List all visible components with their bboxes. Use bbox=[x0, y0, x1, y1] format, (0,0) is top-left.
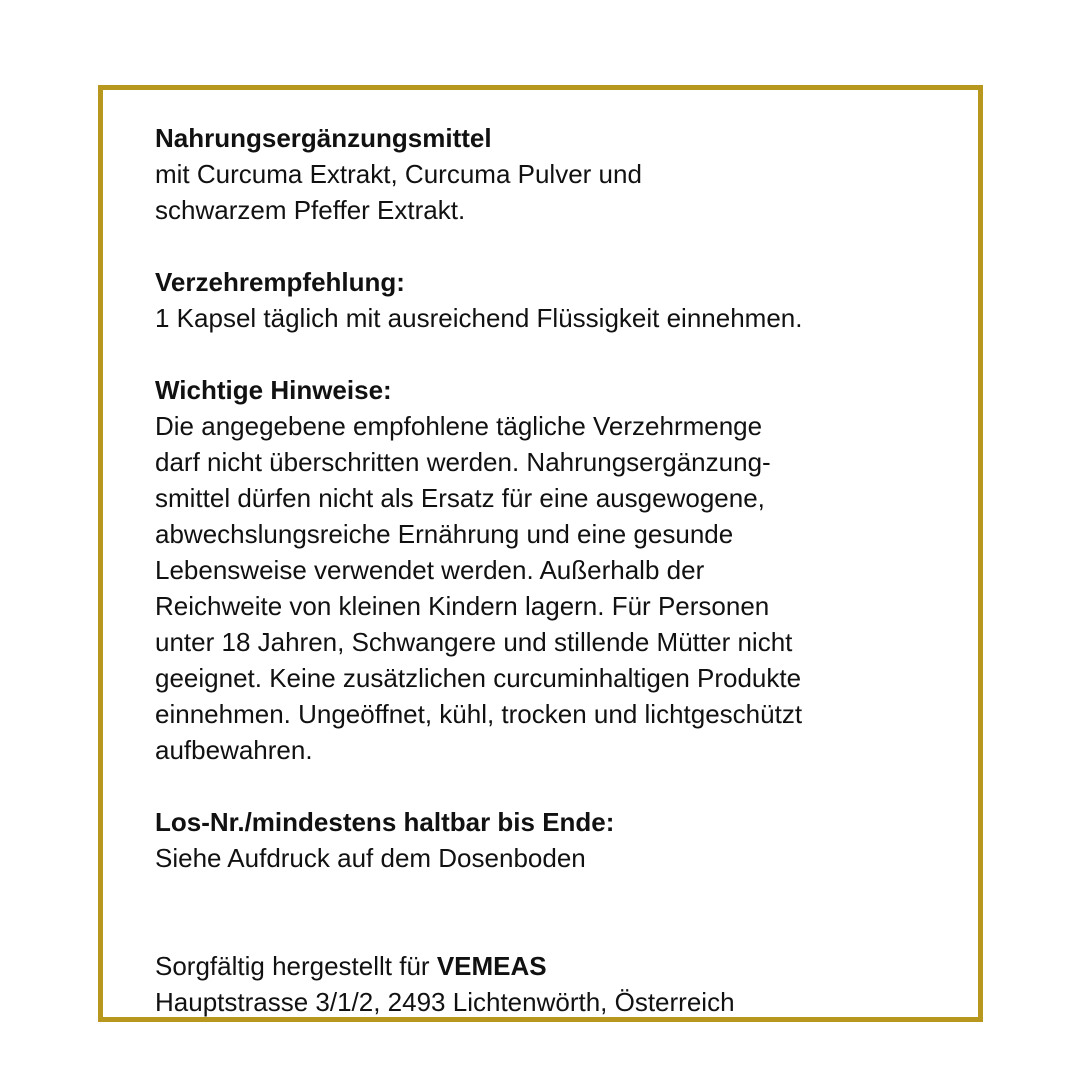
warnings-line: darf nicht überschritten werden. Nahrungsergänzung- bbox=[155, 447, 771, 477]
manufacturer-section bbox=[155, 948, 935, 1020]
manufacturer-address: Hauptstrasse 3/1/2, 2493 Lichtenwörth, Österreich bbox=[155, 987, 735, 1017]
warnings-section bbox=[155, 372, 935, 768]
warnings-line: aufbewahren. bbox=[155, 735, 313, 765]
warnings-line: Reichweite von kleinen Kindern lagern. Für Personen bbox=[155, 591, 770, 621]
spacer bbox=[155, 876, 935, 948]
spacer bbox=[155, 336, 935, 372]
lot-heading: Los-Nr./mindestens haltbar bis Ende: bbox=[155, 807, 615, 837]
manufacturer-line bbox=[155, 948, 935, 984]
warnings-line: smittel dürfen nicht als Ersatz für eine ausgewogene, bbox=[155, 483, 765, 513]
dosage-heading: Verzehrempfehlung: bbox=[155, 267, 405, 297]
warnings-line: abwechslungsreiche Ernährung und eine gesunde bbox=[155, 519, 734, 549]
manufacturer-prefix: Sorgfältig hergestellt für bbox=[155, 951, 437, 981]
warnings-line: geeignet. Keine zusätzlichen curcuminhaltigen Produkte bbox=[155, 663, 802, 693]
spacer bbox=[155, 228, 935, 264]
label-frame bbox=[98, 85, 983, 1022]
warnings-heading: Wichtige Hinweise: bbox=[155, 375, 392, 405]
warnings-line: Die angegebene empfohlene tägliche Verzehrmenge bbox=[155, 411, 763, 441]
warnings-line: Lebensweise verwendet werden. Außerhalb der bbox=[155, 555, 705, 585]
brand-name: VEMEAS bbox=[436, 951, 547, 981]
product-section bbox=[155, 120, 935, 228]
spacer bbox=[155, 768, 935, 804]
dosage-section bbox=[155, 264, 935, 336]
dosage-line: 1 Kapsel täglich mit ausreichend Flüssigkeit einnehmen. bbox=[155, 303, 803, 333]
product-heading: Nahrungsergänzungsmittel bbox=[155, 123, 492, 153]
lot-line: Siehe Aufdruck auf dem Dosenboden bbox=[155, 843, 586, 873]
product-line: mit Curcuma Extrakt, Curcuma Pulver und bbox=[155, 159, 642, 189]
label-content bbox=[155, 120, 935, 1020]
warnings-line: unter 18 Jahren, Schwangere und stillende Mütter nicht bbox=[155, 627, 793, 657]
product-line: schwarzem Pfeffer Extrakt. bbox=[155, 195, 466, 225]
lot-section bbox=[155, 804, 935, 876]
warnings-line: einnehmen. Ungeöffnet, kühl, trocken und lichtgeschützt bbox=[155, 699, 803, 729]
